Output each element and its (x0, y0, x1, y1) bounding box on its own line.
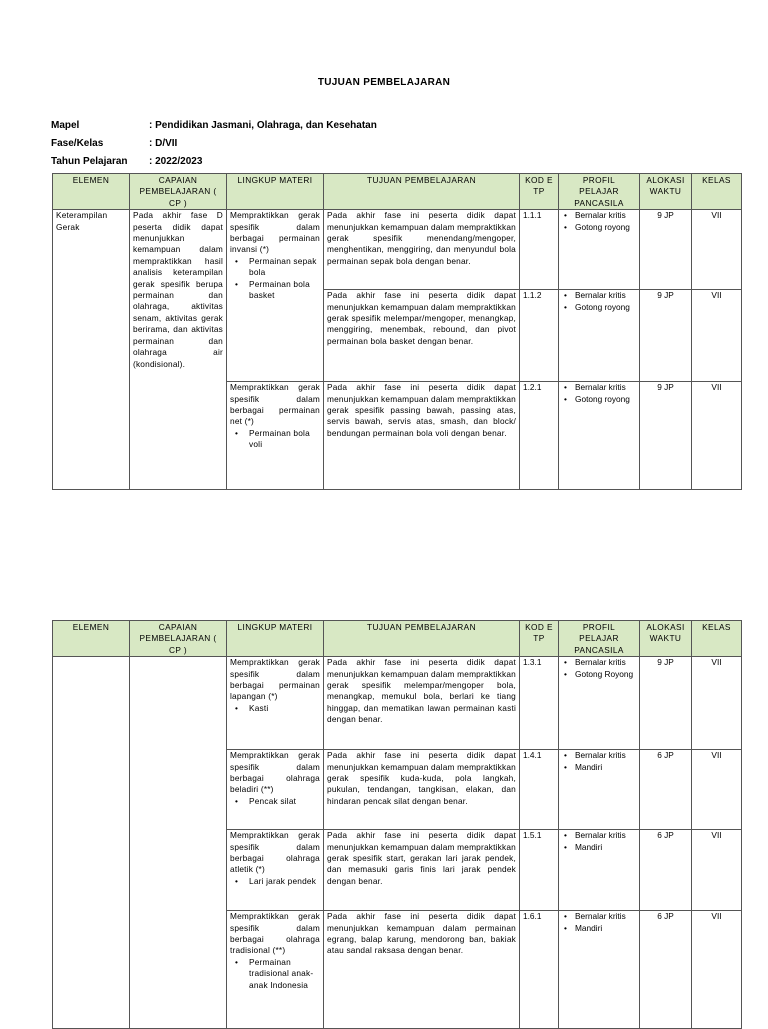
header-alokasi: ALOKASI WAKTU (640, 174, 692, 210)
header-cp: CAPAIAN PEMBELAJARAN ( CP ) (130, 174, 227, 210)
tujuan-cell: Pada akhir fase ini peserta didik dapat menunjukkan kemampuan dalam permainan egrang, balap karung, mendorong ban, bakiak atau sandal raksasa dengan benar. (324, 911, 520, 1029)
profil-cell (559, 382, 640, 490)
lingkup-cell (227, 911, 324, 1029)
list-item: • Permainan tradisional anak-anak Indonesia (230, 957, 320, 991)
profil-cell (559, 750, 640, 830)
lingkup-text: Mempraktikkan gerak spesifik dalam berbagai olahraga atletik (*) (230, 830, 320, 875)
list-item: • Kasti (230, 703, 320, 714)
header-lingkup: LINGKUP MATERI (227, 174, 324, 210)
meta-value: : Pendidikan Jasmani, Olahraga, dan Kesehatan (149, 120, 377, 131)
header-elemen: ELEMEN (53, 621, 130, 657)
list-item: • Pencak silat (230, 796, 320, 807)
elemen-cell: Keterampilan Gerak (53, 210, 130, 490)
kelas-cell: VII (692, 911, 742, 1029)
kelas-cell: VII (692, 830, 742, 911)
meta-label: Tahun Pelajaran (51, 156, 128, 167)
lingkup-text: Mempraktikkan gerak spesifik dalam berbagai permainan invansi (*) (230, 210, 320, 255)
kode-cell: 1.1.1 (520, 210, 559, 290)
lingkup-list (230, 876, 320, 887)
meta-mapel (51, 120, 377, 131)
learning-objectives-table-2 (52, 620, 742, 1029)
list-item: • Bernalar kritis (562, 911, 636, 922)
tujuan-cell: Pada akhir fase ini peserta didik dapat menunjukkan kemampuan dalam mempraktikkan gerak spesifik menendang/mengoper, menghentikan, menggiring, dan menyundul bola permainan sepak bola dengan benar. (324, 210, 520, 290)
kode-cell: 1.5.1 (520, 830, 559, 911)
alokasi-cell: 6 JP (640, 830, 692, 911)
alokasi-cell: 9 JP (640, 290, 692, 382)
lingkup-text: Mempraktikkan gerak spesifik dalam berbagai permainan lapangan (*) (230, 657, 320, 702)
lingkup-cell (227, 657, 324, 750)
list-item: • Bernalar kritis (562, 657, 636, 668)
table-header-row (53, 621, 742, 657)
lingkup-list (230, 957, 320, 991)
list-item: • Gotong royong (562, 222, 636, 233)
kelas-cell: VII (692, 750, 742, 830)
tujuan-cell: Pada akhir fase ini peserta didik dapat menunjukkan kemampuan dalam mempraktikkan gerak spesifik melempar/mengoper bola, menangkap, memukul bola, berlari ke tiang hinggap, dan mematikan lawan permainan kasti dengan benar. (324, 657, 520, 750)
table-header-row (53, 174, 742, 210)
list-item: • Bernalar kritis (562, 830, 636, 841)
meta-fase-kelas (51, 138, 177, 149)
meta-label: Fase/Kelas (51, 138, 104, 149)
list-item: • Permainan sepak bola (230, 256, 320, 279)
list-item: • Bernalar kritis (562, 290, 636, 301)
tujuan-cell: Pada akhir fase ini peserta didik dapat menunjukkan kemampuan dalam mempraktikkan gerak spesifik melempar/mengoper, menangkap, menggiring, menembak, rebound, dan pivot permainan bola basket dengan benar. (324, 290, 520, 382)
header-elemen: ELEMEN (53, 174, 130, 210)
meta-value: : D/VII (149, 138, 178, 149)
lingkup-list (230, 428, 320, 451)
list-item: • Bernalar kritis (562, 382, 636, 393)
alokasi-cell: 9 JP (640, 210, 692, 290)
lingkup-list (230, 703, 320, 714)
meta-value: : 2022/2023 (149, 156, 203, 167)
header-tujuan: TUJUAN PEMBELAJARAN (324, 174, 520, 210)
lingkup-cell (227, 382, 324, 490)
list-item: • Mandiri (562, 923, 636, 934)
table-row (53, 210, 742, 290)
lingkup-text: Mempraktikkan gerak spesifik dalam berbagai permainan net (*) (230, 382, 320, 427)
profil-cell (559, 290, 640, 382)
page-title: TUJUAN PEMBELAJARAN (317, 77, 451, 88)
profil-cell (559, 830, 640, 911)
alokasi-cell: 9 JP (640, 657, 692, 750)
lingkup-text: Mempraktikkan gerak spesifik dalam berbagai olahraga tradisional (**) (230, 911, 320, 956)
header-kelas: KELAS (692, 621, 742, 657)
alokasi-cell: 9 JP (640, 382, 692, 490)
list-item: • Bernalar kritis (562, 750, 636, 761)
kode-cell: 1.2.1 (520, 382, 559, 490)
kelas-cell: VII (692, 210, 742, 290)
meta-tahun-pelajaran (51, 156, 202, 167)
lingkup-cell (227, 830, 324, 911)
table-row (53, 657, 742, 750)
kelas-cell: VII (692, 382, 742, 490)
kode-cell: 1.3.1 (520, 657, 559, 750)
kelas-cell: VII (692, 657, 742, 750)
list-item: • Gotong royong (562, 302, 636, 313)
header-kode: KOD E TP (520, 621, 559, 657)
alokasi-cell: 6 JP (640, 911, 692, 1029)
list-item: • Permainan bola basket (230, 279, 320, 302)
learning-objectives-table-1 (52, 173, 742, 490)
profil-cell (559, 657, 640, 750)
alokasi-cell: 6 JP (640, 750, 692, 830)
meta-label: Mapel (51, 120, 80, 131)
elemen-cell (53, 657, 130, 1029)
kelas-cell: VII (692, 290, 742, 382)
cp-cell: Pada akhir fase D peserta didik dapat menunjukkan kemampuan dalam mempraktikkan hasil analisis keterampilan gerak spesifik berupa permainan dan olahraga, aktivitas senam, aktivitas gerak berirama, dan aktivitas permainan dan olahraga air (kondisional). (130, 210, 227, 490)
header-lingkup: LINGKUP MATERI (227, 621, 324, 657)
lingkup-cell (227, 210, 324, 382)
profil-cell (559, 210, 640, 290)
kode-cell: 1.6.1 (520, 911, 559, 1029)
lingkup-cell (227, 750, 324, 830)
lingkup-text: Mempraktikkan gerak spesifik dalam berbagai olahraga beladiri (**) (230, 750, 320, 795)
cp-cell (130, 657, 227, 1029)
header-profil: PROFIL PELAJAR PANCASILA (559, 174, 640, 210)
kode-cell: 1.4.1 (520, 750, 559, 830)
list-item: • Mandiri (562, 842, 636, 853)
header-alokasi: ALOKASI WAKTU (640, 621, 692, 657)
list-item: • Gotong Royong (562, 669, 636, 680)
profil-cell (559, 911, 640, 1029)
list-item: • Mandiri (562, 762, 636, 773)
header-tujuan: TUJUAN PEMBELAJARAN (324, 621, 520, 657)
list-item: • Lari jarak pendek (230, 876, 320, 887)
tujuan-cell: Pada akhir fase ini peserta didik dapat menunjukkan kemampuan dalam mempraktikkan gerak spesifik kuda-kuda, pola langkah, pukulan, tendangan, tangkisan, elakan, dan hindaran pencak silat dengan benar. (324, 750, 520, 830)
list-item: • Gotong royong (562, 394, 636, 405)
header-profil: PROFIL PELAJAR PANCASILA (559, 621, 640, 657)
header-kode: KOD E TP (520, 174, 559, 210)
lingkup-list (230, 256, 320, 302)
header-kelas: KELAS (692, 174, 742, 210)
header-cp: CAPAIAN PEMBELAJARAN ( CP ) (130, 621, 227, 657)
tujuan-cell: Pada akhir fase ini peserta didik dapat menunjukkan kemampuan dalam mempraktikkan gerak spesifik start, gerakan lari jarak pendek, dan memasuki garis finis lari jarak pendek dengan benar. (324, 830, 520, 911)
kode-cell: 1.1.2 (520, 290, 559, 382)
list-item: • Bernalar kritis (562, 210, 636, 221)
lingkup-list (230, 796, 320, 807)
tujuan-cell: Pada akhir fase ini peserta didik dapat menunjukkan kemampuan dalam mempraktikkan gerak spesifik passing bawah, passing atas, servis bawah, servis atas, smash, dan block/ bendungan permainan bola voli dengan benar. (324, 382, 520, 490)
list-item: • Permainan bola voli (230, 428, 320, 451)
